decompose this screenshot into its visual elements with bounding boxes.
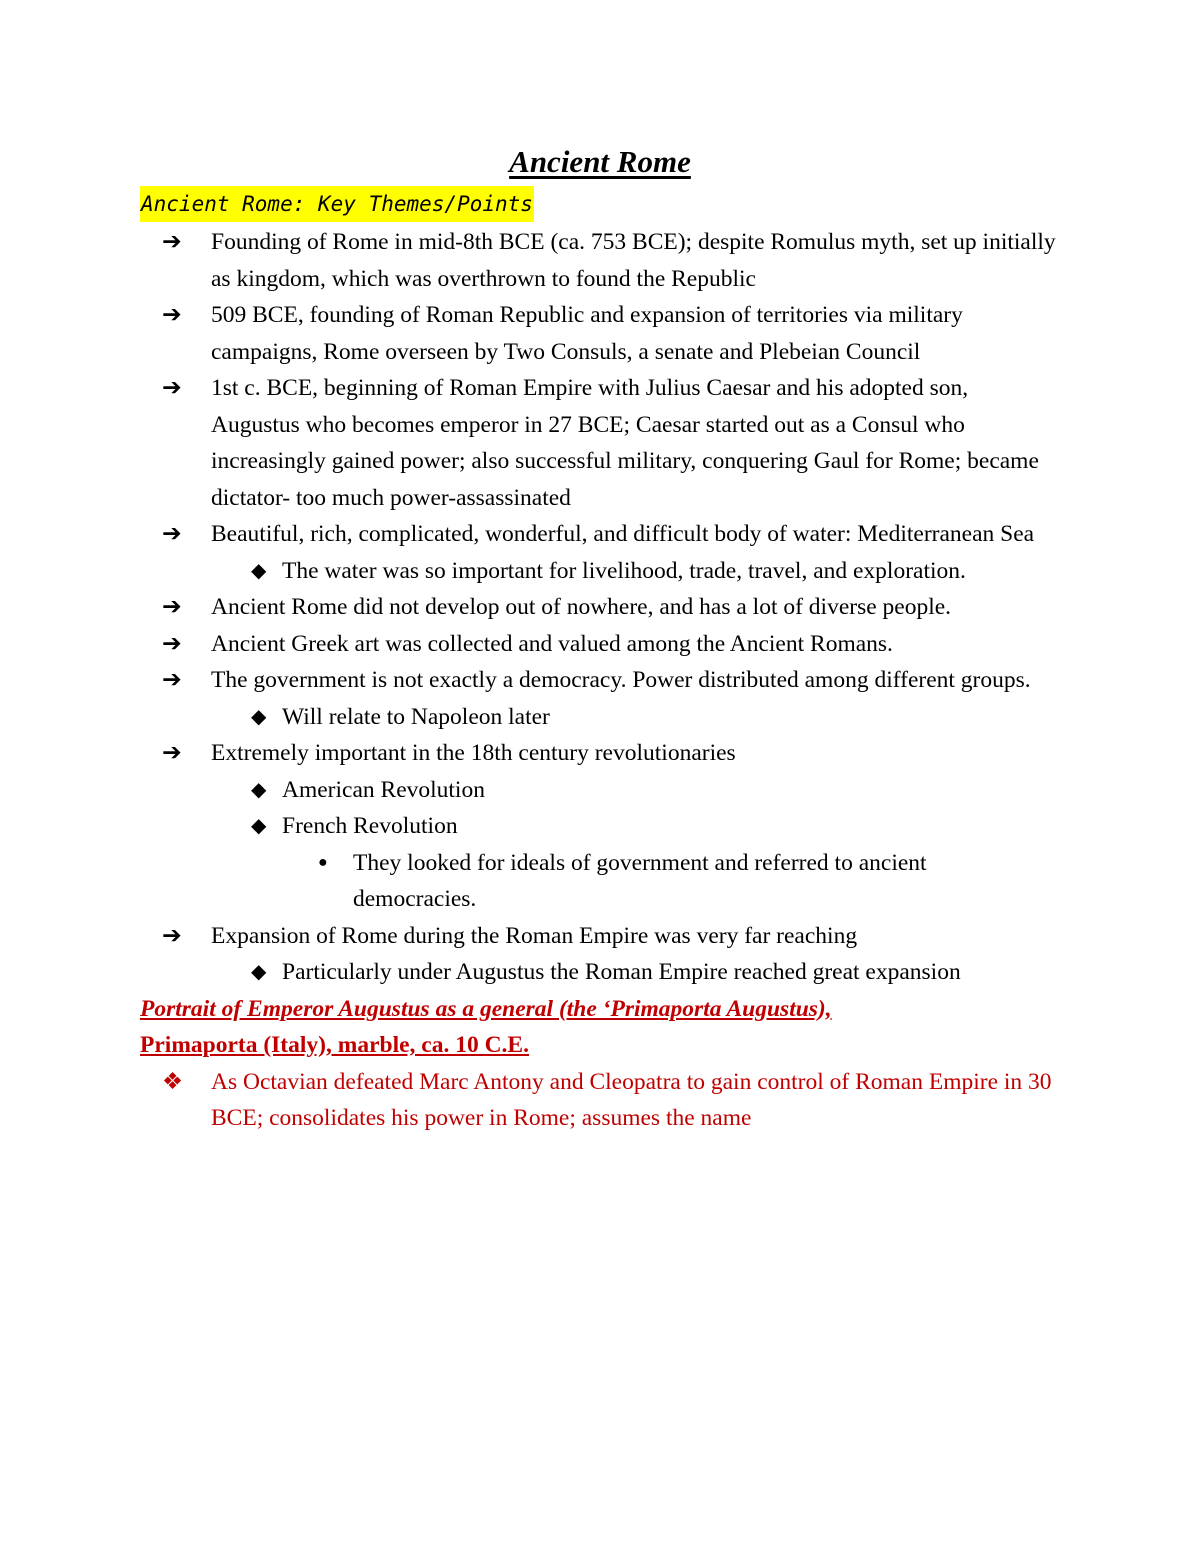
highlighted-subtitle: Ancient Rome: Key Themes/Points	[140, 186, 534, 222]
artwork-heading	[140, 991, 1040, 1064]
arrow-bullet-icon: ➔	[162, 302, 182, 328]
sub-list-item: ◆ French Revolution	[0, 808, 982, 845]
list-item: ➔ Expansion of Rome during the Roman Empire was very far reaching	[0, 918, 1056, 955]
sub-list-item: ◆ Will relate to Napoleon later	[0, 699, 982, 736]
diamond-bullet-icon: ◆	[251, 559, 267, 582]
diamond-bullet-icon: ◆	[251, 705, 267, 728]
arrow-bullet-icon: ➔	[162, 740, 182, 766]
list-item: ➔ The government is not exactly a democracy. Power distributed among different groups.	[0, 662, 1056, 699]
page-title: Ancient Rome	[509, 144, 691, 179]
arrow-bullet-icon: ➔	[162, 229, 182, 255]
arrow-bullet-icon: ➔	[162, 630, 182, 657]
four-diamond-bullet-icon: ❖	[162, 1068, 184, 1095]
arrow-bullet-icon: ➔	[162, 922, 182, 949]
dot-bullet-icon: ●	[318, 853, 328, 871]
artwork-heading-details: Primaporta (Italy), marble, ca. 10 C.E.	[140, 1032, 529, 1058]
sub-list-item: ◆ Particularly under Augustus the Roman Empire reached great expansion	[0, 954, 982, 991]
diamond-bullet-icon: ◆	[251, 815, 267, 837]
sub-sub-list-item: ● They looked for ideals of government and referred to ancient democracies.	[0, 845, 1043, 918]
diamond-bullet-icon: ◆	[251, 961, 267, 983]
list-item: ➔ Founding of Rome in mid-8th BCE (ca. 753 BCE); despite Romulus myth, set up initially as kingdom, which was overthrown to found the Republic	[0, 224, 1056, 297]
list-item: ➔ 509 BCE, founding of Roman Republic and expansion of territories via military campaigns, Rome overseen by Two Consuls, a senate and Plebeian Council	[0, 297, 1056, 370]
artwork-list-item: ❖ As Octavian defeated Marc Antony and Cleopatra to gain control of Roman Empire in 30 BCE; consolidates his power in Rome; assumes the name	[0, 1064, 1056, 1137]
list-item: ➔ 1st c. BCE, beginning of Roman Empire with Julius Caesar and his adopted son, Augustus who becomes emperor in 27 BCE; Caesar started out as a Consul who increasingly gained power; also successful military, conquering Gaul for Rome; became dictator- too much power-assassinated	[0, 370, 1056, 516]
arrow-bullet-icon: ➔	[162, 521, 182, 547]
artwork-heading-title: Portrait of Emperor Augustus as a general (the ‘Primaporta Augustus),	[140, 995, 832, 1022]
list-item: ➔ Extremely important in the 18th century revolutionaries	[0, 735, 1056, 772]
arrow-bullet-icon: ➔	[162, 375, 182, 401]
list-item: ➔ Ancient Greek art was collected and valued among the Ancient Romans.	[0, 626, 1056, 663]
arrow-bullet-icon: ➔	[162, 594, 182, 620]
sub-list-item: ◆ American Revolution	[0, 772, 982, 809]
diamond-bullet-icon: ◆	[251, 778, 267, 801]
key-points-list	[0, 224, 1200, 1137]
sub-list-item: ◆ The water was so important for livelihood, trade, travel, and exploration.	[0, 553, 982, 590]
arrow-bullet-icon: ➔	[162, 667, 182, 693]
list-item: ➔ Beautiful, rich, complicated, wonderful, and difficult body of water: Mediterranean Sea	[0, 516, 1056, 553]
list-item: ➔ Ancient Rome did not develop out of nowhere, and has a lot of diverse people.	[0, 589, 1056, 626]
